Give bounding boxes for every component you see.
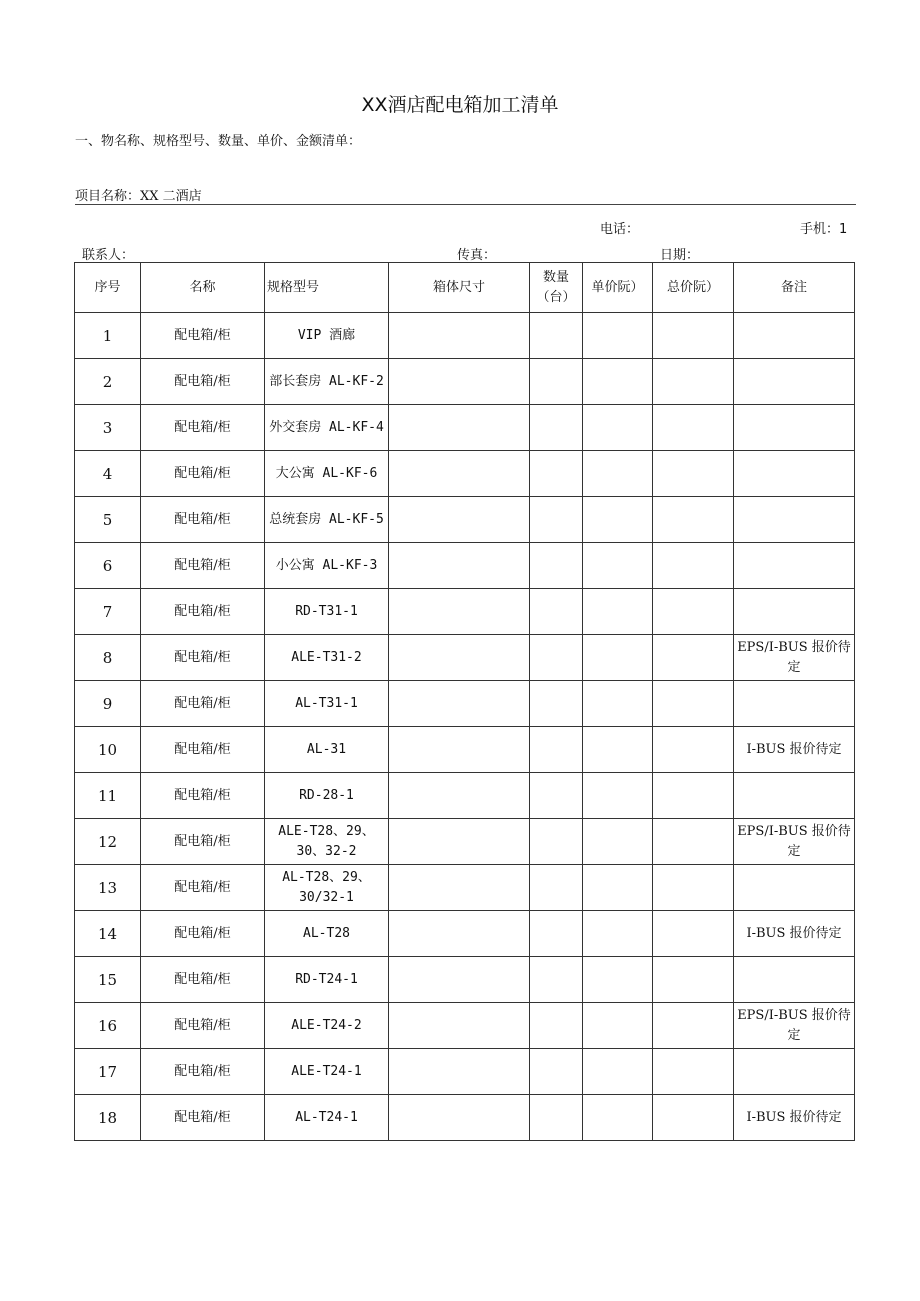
row-size: [389, 359, 530, 405]
row-unit-price: [583, 405, 653, 451]
row-note: [734, 497, 855, 543]
row-total-price: [653, 451, 734, 497]
row-total-price: [653, 865, 734, 911]
row-name: 配电箱/柜: [141, 681, 265, 727]
row-qty: [530, 957, 583, 1003]
row-name: 配电箱/柜: [141, 359, 265, 405]
row-name: 配电箱/柜: [141, 1049, 265, 1095]
row-qty: [530, 313, 583, 359]
row-total-price: [653, 911, 734, 957]
table-row: [75, 313, 855, 359]
table-row: [75, 359, 855, 405]
row-spec: RD-28-1: [265, 773, 389, 819]
row-qty: [530, 773, 583, 819]
row-spec: AL-T28、29、30/32-1: [265, 865, 389, 911]
table-row: [75, 957, 855, 1003]
table-row: [75, 865, 855, 911]
row-qty: [530, 635, 583, 681]
header-name: 名称: [141, 263, 265, 313]
header-total-price: 总价阮）: [653, 263, 734, 313]
row-size: [389, 451, 530, 497]
table-row: [75, 727, 855, 773]
row-size: [389, 727, 530, 773]
table-row: [75, 681, 855, 727]
table-row: [75, 1003, 855, 1049]
table-row: [75, 911, 855, 957]
row-qty: [530, 727, 583, 773]
row-index: 15: [75, 957, 141, 1003]
row-qty: [530, 451, 583, 497]
table-row: [75, 819, 855, 865]
row-size: [389, 865, 530, 911]
row-size: [389, 405, 530, 451]
row-spec: ALE-T24-2: [265, 1003, 389, 1049]
row-index: 3: [75, 405, 141, 451]
row-unit-price: [583, 359, 653, 405]
row-note: [734, 359, 855, 405]
row-spec: 大公寓 AL-KF-6: [265, 451, 389, 497]
row-qty: [530, 589, 583, 635]
item-table: [74, 262, 855, 1141]
row-unit-price: [583, 911, 653, 957]
row-index: 12: [75, 819, 141, 865]
row-qty: [530, 1049, 583, 1095]
row-unit-price: [583, 957, 653, 1003]
row-total-price: [653, 359, 734, 405]
row-note: I-BUS 报价待定: [734, 911, 855, 957]
row-size: [389, 313, 530, 359]
row-note: [734, 957, 855, 1003]
row-total-price: [653, 1003, 734, 1049]
header-size: 箱体尺寸: [389, 263, 530, 313]
row-name: 配电箱/柜: [141, 313, 265, 359]
header-note: 备注: [734, 263, 855, 313]
header-unit-price: 单价阮）: [583, 263, 653, 313]
row-name: 配电箱/柜: [141, 405, 265, 451]
row-note: EPS/I-BUS 报价待定: [734, 635, 855, 681]
table-header-row: [75, 263, 855, 313]
row-note: [734, 681, 855, 727]
row-name: 配电箱/柜: [141, 543, 265, 589]
section-heading: 一、物名称、规格型号、数量、单价、金额清单：: [75, 134, 362, 149]
row-name: 配电箱/柜: [141, 727, 265, 773]
table-row: [75, 405, 855, 451]
row-name: 配电箱/柜: [141, 865, 265, 911]
row-size: [389, 635, 530, 681]
row-spec: 部长套房 AL-KF-2: [265, 359, 389, 405]
table-row: [75, 543, 855, 589]
row-size: [389, 1049, 530, 1095]
row-index: 16: [75, 1003, 141, 1049]
row-total-price: [653, 773, 734, 819]
row-unit-price: [583, 681, 653, 727]
row-name: 配电箱/柜: [141, 1095, 265, 1141]
row-qty: [530, 359, 583, 405]
row-size: [389, 773, 530, 819]
row-total-price: [653, 957, 734, 1003]
row-size: [389, 497, 530, 543]
row-size: [389, 681, 530, 727]
row-size: [389, 543, 530, 589]
row-index: 14: [75, 911, 141, 957]
row-note: [734, 773, 855, 819]
row-index: 6: [75, 543, 141, 589]
row-spec: 外交套房 AL-KF-4: [265, 405, 389, 451]
row-spec: AL-T28: [265, 911, 389, 957]
row-name: 配电箱/柜: [141, 635, 265, 681]
header-index: 序号: [75, 263, 141, 313]
row-index: 7: [75, 589, 141, 635]
row-name: 配电箱/柜: [141, 451, 265, 497]
row-name: 配电箱/柜: [141, 819, 265, 865]
row-qty: [530, 681, 583, 727]
row-spec: ALE-T24-1: [265, 1049, 389, 1095]
row-spec: RD-T31-1: [265, 589, 389, 635]
row-note: I-BUS 报价待定: [734, 727, 855, 773]
row-unit-price: [583, 1095, 653, 1141]
row-total-price: [653, 313, 734, 359]
table-row: [75, 1049, 855, 1095]
row-index: 13: [75, 865, 141, 911]
divider: [75, 204, 856, 205]
phone-label: 电话：: [600, 222, 640, 237]
row-name: 配电箱/柜: [141, 1003, 265, 1049]
table-row: [75, 773, 855, 819]
row-unit-price: [583, 635, 653, 681]
row-qty: [530, 1095, 583, 1141]
row-name: 配电箱/柜: [141, 589, 265, 635]
row-spec: ALE-T28、29、30、32-2: [265, 819, 389, 865]
row-note: EPS/I-BUS 报价待定: [734, 819, 855, 865]
row-size: [389, 1095, 530, 1141]
row-size: [389, 819, 530, 865]
contact-label: 联系人：: [82, 248, 135, 263]
fax-label: 传真：: [457, 248, 497, 263]
row-unit-price: [583, 773, 653, 819]
row-index: 18: [75, 1095, 141, 1141]
row-index: 5: [75, 497, 141, 543]
row-spec: 小公寓 AL-KF-3: [265, 543, 389, 589]
row-total-price: [653, 1049, 734, 1095]
row-total-price: [653, 1095, 734, 1141]
header-spec: 规格型号: [265, 263, 389, 313]
row-unit-price: [583, 1049, 653, 1095]
row-size: [389, 911, 530, 957]
row-unit-price: [583, 727, 653, 773]
row-qty: [530, 1003, 583, 1049]
row-note: [734, 313, 855, 359]
row-note: [734, 1049, 855, 1095]
table-row: [75, 635, 855, 681]
row-unit-price: [583, 497, 653, 543]
row-name: 配电箱/柜: [141, 773, 265, 819]
table-row: [75, 1095, 855, 1141]
row-unit-price: [583, 865, 653, 911]
row-name: 配电箱/柜: [141, 497, 265, 543]
row-note: [734, 405, 855, 451]
row-note: [734, 865, 855, 911]
row-index: 9: [75, 681, 141, 727]
row-spec: VIP 酒廊: [265, 313, 389, 359]
row-unit-price: [583, 543, 653, 589]
row-spec: RD-T24-1: [265, 957, 389, 1003]
row-total-price: [653, 497, 734, 543]
row-unit-price: [583, 451, 653, 497]
row-spec: ALE-T31-2: [265, 635, 389, 681]
row-index: 8: [75, 635, 141, 681]
row-note: EPS/I-BUS 报价待定: [734, 1003, 855, 1049]
header-qty-line1: 数量: [542, 269, 569, 285]
table-row: [75, 451, 855, 497]
row-note: I-BUS 报价待定: [734, 1095, 855, 1141]
row-index: 17: [75, 1049, 141, 1095]
row-size: [389, 589, 530, 635]
row-note: [734, 589, 855, 635]
table-row: [75, 589, 855, 635]
row-spec: AL-31: [265, 727, 389, 773]
row-note: [734, 451, 855, 497]
row-total-price: [653, 819, 734, 865]
row-total-price: [653, 635, 734, 681]
row-total-price: [653, 681, 734, 727]
date-label: 日期：: [660, 248, 700, 263]
row-qty: [530, 911, 583, 957]
row-total-price: [653, 405, 734, 451]
row-spec: 总统套房 AL-KF-5: [265, 497, 389, 543]
row-name: 配电箱/柜: [141, 911, 265, 957]
row-total-price: [653, 543, 734, 589]
mobile-label: 手机：1: [800, 222, 848, 237]
row-unit-price: [583, 1003, 653, 1049]
table-row: [75, 497, 855, 543]
row-spec: AL-T31-1: [265, 681, 389, 727]
row-qty: [530, 543, 583, 589]
row-index: 1: [75, 313, 141, 359]
document-title: XX酒店配电箱加工清单: [361, 94, 559, 116]
row-qty: [530, 865, 583, 911]
project-name: 项目名称：XX 二酒店: [75, 189, 202, 204]
row-index: 2: [75, 359, 141, 405]
row-name: 配电箱/柜: [141, 957, 265, 1003]
row-spec: AL-T24-1: [265, 1095, 389, 1141]
row-index: 10: [75, 727, 141, 773]
row-size: [389, 1003, 530, 1049]
row-index: 11: [75, 773, 141, 819]
row-index: 4: [75, 451, 141, 497]
row-note: [734, 543, 855, 589]
row-qty: [530, 405, 583, 451]
header-qty: [530, 263, 583, 313]
row-qty: [530, 819, 583, 865]
row-size: [389, 957, 530, 1003]
row-qty: [530, 497, 583, 543]
row-unit-price: [583, 313, 653, 359]
header-qty-line2: （台）: [536, 289, 576, 305]
row-unit-price: [583, 589, 653, 635]
row-total-price: [653, 727, 734, 773]
row-unit-price: [583, 819, 653, 865]
row-total-price: [653, 589, 734, 635]
